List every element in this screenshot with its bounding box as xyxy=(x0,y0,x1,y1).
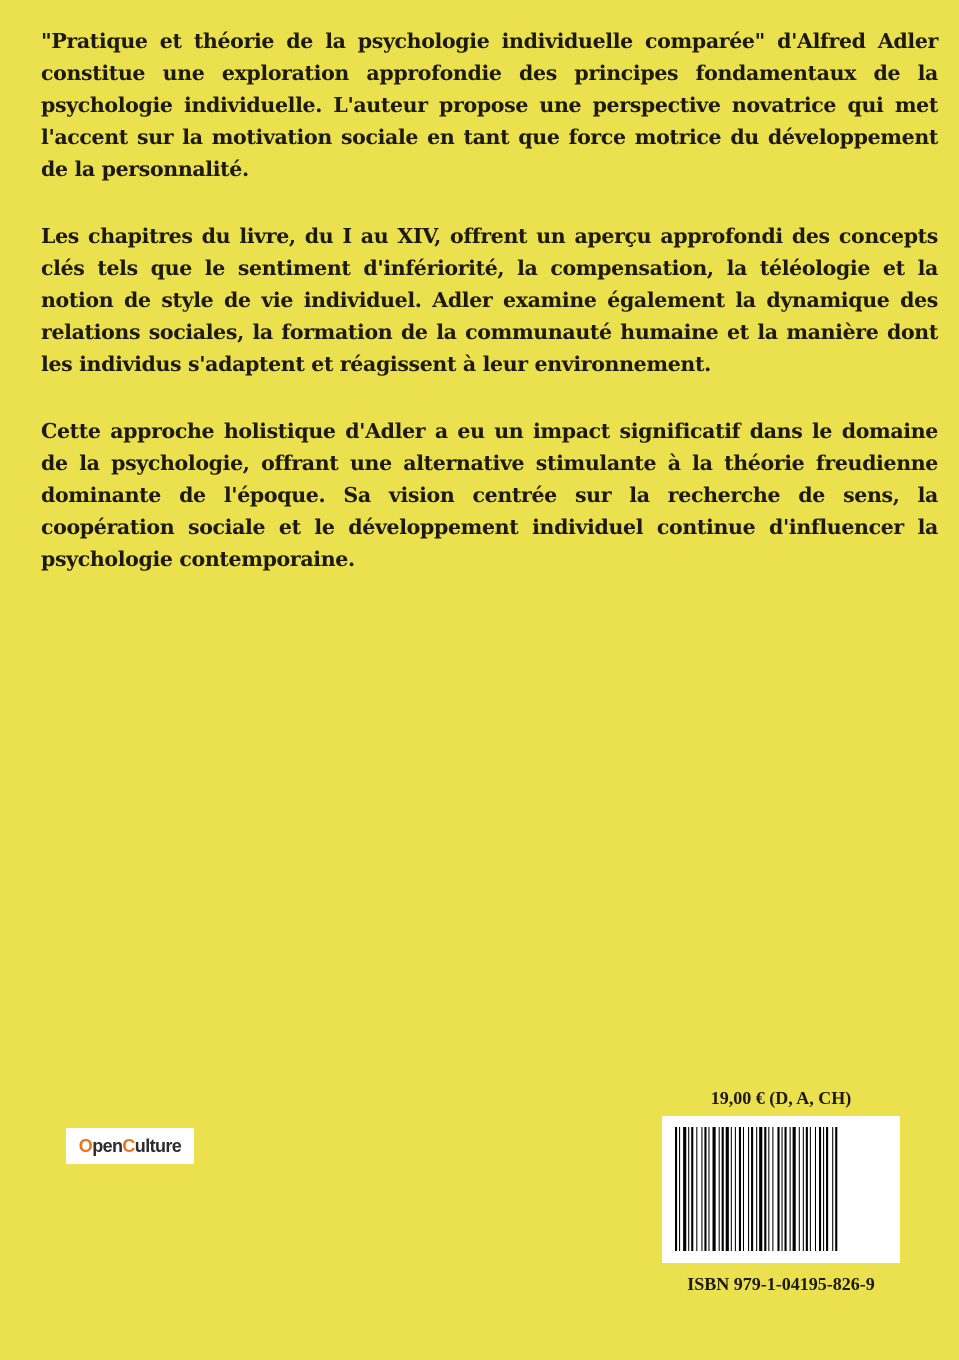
barcode-bar xyxy=(675,1127,677,1251)
barcode-bar xyxy=(722,1127,724,1251)
barcode-bar xyxy=(748,1127,749,1251)
barcode-bar xyxy=(835,1127,837,1251)
barcode-bar xyxy=(768,1127,769,1251)
barcode-bar xyxy=(731,1127,732,1251)
barcode-bar xyxy=(688,1127,689,1251)
barcode-bar xyxy=(739,1127,741,1251)
barcode-bar xyxy=(759,1127,762,1251)
barcode-bar xyxy=(806,1127,808,1251)
barcode-bar xyxy=(799,1127,800,1251)
isbn-label: ISBN 979-1-04195-826-9 xyxy=(687,1274,875,1294)
barcode-bar xyxy=(719,1127,720,1251)
barcode-bar xyxy=(751,1127,753,1251)
logo-text-pen: pen xyxy=(92,1135,123,1156)
blurb-paragraph-1: "Pratique et théorie de la psychologie individuelle comparée" d'Alfred Adler constitue une exploration approfondie des principes fondamentaux de la psychologie individuelle. L'auteur propose une perspective novatrice qui met l'accent sur la motivation sociale en tant que force motrice du développement de la personnalité. xyxy=(41,29,938,181)
barcode-bar xyxy=(701,1127,702,1251)
barcode-bar xyxy=(764,1127,766,1251)
barcode-bar xyxy=(679,1127,680,1251)
blurb-paragraph-3: Cette approche holistique d'Adler a eu un impact significatif dans le domaine de la psychologie, offrant une alternative stimulante à la théorie freudienne dominante de l'époque. Sa vision centrée sur la recherche de sens, la coopération sociale et le développement individuel continue d'influencer la psychologie contemporaine. xyxy=(41,419,938,571)
barcode-bar xyxy=(793,1127,796,1251)
barcode-bar xyxy=(823,1127,824,1251)
publisher-logo xyxy=(66,1128,194,1164)
logo-text-ulture: ulture xyxy=(134,1135,182,1156)
price-label: 19,00 € (D, A, CH) xyxy=(710,1088,852,1108)
barcode-bar xyxy=(726,1127,729,1251)
barcode-bars xyxy=(675,1127,887,1251)
barcode-bar xyxy=(696,1127,697,1251)
barcode-bar xyxy=(819,1127,821,1251)
logo-letter-c: C xyxy=(122,1135,135,1156)
barcode-bar xyxy=(743,1127,744,1251)
barcode-bar xyxy=(785,1127,787,1251)
barcode-bar xyxy=(832,1127,833,1251)
blurb-paragraph-2: Les chapitres du livre, du I au XIV, offrent un aperçu approfondi des concepts clés tels que le sentiment d'infériorité, la compensation, la téléologie et la notion de style de vie individuel. Adler examine également la dynamique des relations sociales, la formation de la communauté humaine et la manière dont les individus s'adaptent et réagissent à leur environnement. xyxy=(41,224,938,376)
barcode-bar xyxy=(713,1127,716,1251)
barcode-bar xyxy=(810,1127,811,1251)
barcode-bar xyxy=(691,1127,693,1251)
barcode-bar xyxy=(790,1127,791,1251)
barcode-bar xyxy=(815,1127,816,1251)
barcode-bar xyxy=(782,1127,783,1251)
barcode-bar xyxy=(704,1127,706,1251)
barcode-bar xyxy=(708,1127,709,1251)
barcode-bar xyxy=(683,1127,686,1251)
back-cover-blurb xyxy=(41,25,938,610)
barcode-bar xyxy=(772,1127,773,1251)
barcode xyxy=(662,1116,900,1263)
barcode-bar xyxy=(756,1127,757,1251)
barcode-bar xyxy=(803,1127,804,1251)
barcode-bar xyxy=(777,1127,779,1251)
barcode-bar xyxy=(735,1127,736,1251)
barcode-bar xyxy=(826,1127,828,1251)
logo-letter-o: O xyxy=(78,1135,93,1156)
